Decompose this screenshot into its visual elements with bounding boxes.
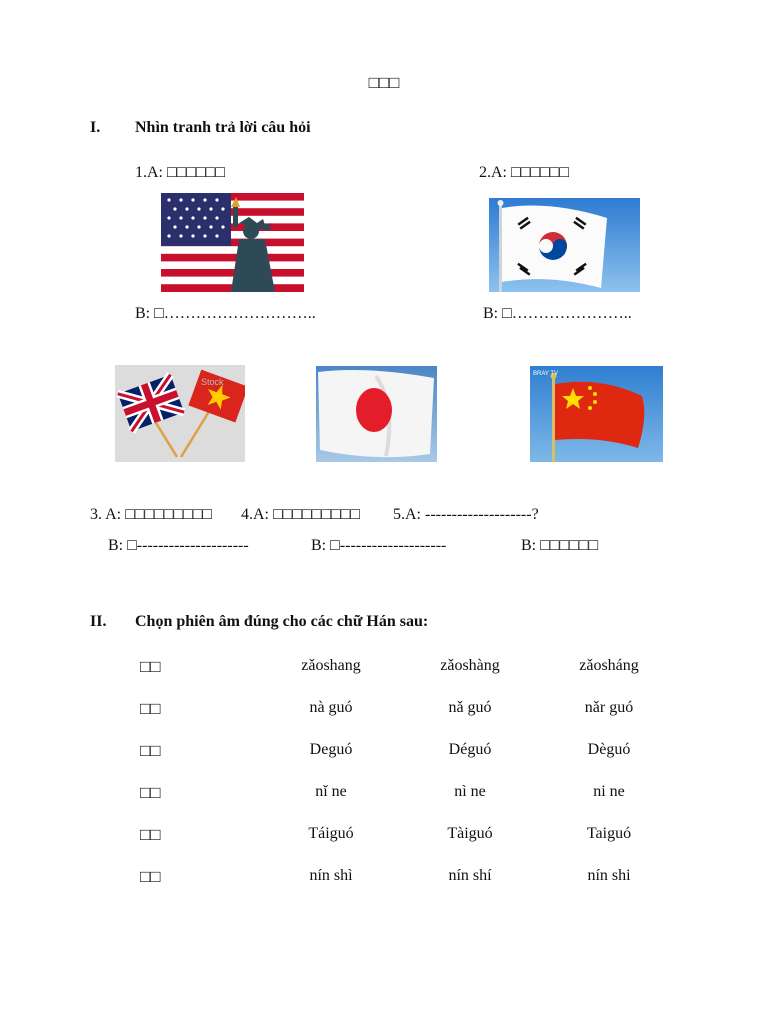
pinyin-option[interactable]: Taiguó <box>586 825 632 842</box>
pinyin-option[interactable]: Déguó <box>448 741 492 758</box>
section-2-number: II. <box>90 613 107 630</box>
pinyin-option[interactable]: nǐ ne <box>315 783 347 800</box>
pinyin-option[interactable]: zǎosháng <box>579 657 639 674</box>
pinyin-option[interactable]: ni ne <box>593 783 625 800</box>
pinyin-option[interactable]: nì ne <box>454 783 486 800</box>
hanzi-word: □□ <box>140 741 161 760</box>
question-4-a: 4.A: □□□□□□□□□ <box>241 506 360 523</box>
hanzi-word: □□ <box>140 699 161 718</box>
answer-3-b: B: □--------------------- <box>108 537 249 554</box>
question-2-a: 2.A: □□□□□□ <box>479 164 569 181</box>
pinyin-option[interactable]: nín shì <box>309 867 353 884</box>
pinyin-option[interactable]: Táiguó <box>308 825 354 842</box>
hanzi-word: □□ <box>140 867 161 886</box>
pinyin-option[interactable]: nà guó <box>309 699 353 716</box>
pinyin-option[interactable]: zǎoshàng <box>440 657 500 674</box>
pinyin-option[interactable]: Tàiguó <box>447 825 493 842</box>
hanzi-word: □□ <box>140 825 161 844</box>
uk-vietnam-flags-image <box>115 365 245 462</box>
section-2-heading: Chọn phiên âm đúng cho các chữ Hán sau: <box>135 613 429 630</box>
japan-flag-image <box>316 366 437 462</box>
answer-1-b: B: □……………………….. <box>135 305 316 322</box>
question-3-a: 3. A: □□□□□□□□□ <box>90 506 213 523</box>
question-1-a: 1.A: □□□□□□ <box>135 164 225 181</box>
pinyin-option[interactable]: Dèguó <box>587 741 631 758</box>
pinyin-option[interactable]: Deguó <box>309 741 353 758</box>
section-1-heading: Nhìn tranh trả lời câu hỏi <box>135 119 311 136</box>
answer-4-b: B: □-------------------- <box>311 537 447 554</box>
answer-2-b: B: □………………….. <box>483 305 632 322</box>
china-flag-image <box>530 366 663 462</box>
tv-badge: BRAY TV <box>533 371 559 377</box>
stock-watermark: Stock <box>201 377 224 387</box>
south-korea-flag-image <box>489 198 640 292</box>
pinyin-option[interactable]: nín shí <box>448 867 492 884</box>
pinyin-option[interactable]: nǎ guó <box>448 699 492 716</box>
answer-5-b: B: □□□□□□ <box>521 537 599 554</box>
usa-flag-image <box>161 193 304 292</box>
page-title: □□□ <box>368 73 400 92</box>
hanzi-word: □□ <box>140 657 161 676</box>
hanzi-word: □□ <box>140 783 161 802</box>
pinyin-option[interactable]: nín shi <box>587 867 631 884</box>
section-1-number: I. <box>90 119 101 136</box>
pinyin-option[interactable]: nǎr guó <box>584 699 634 716</box>
pinyin-option[interactable]: zǎoshang <box>301 657 361 674</box>
question-5-a: 5.A: --------------------? <box>393 506 539 523</box>
